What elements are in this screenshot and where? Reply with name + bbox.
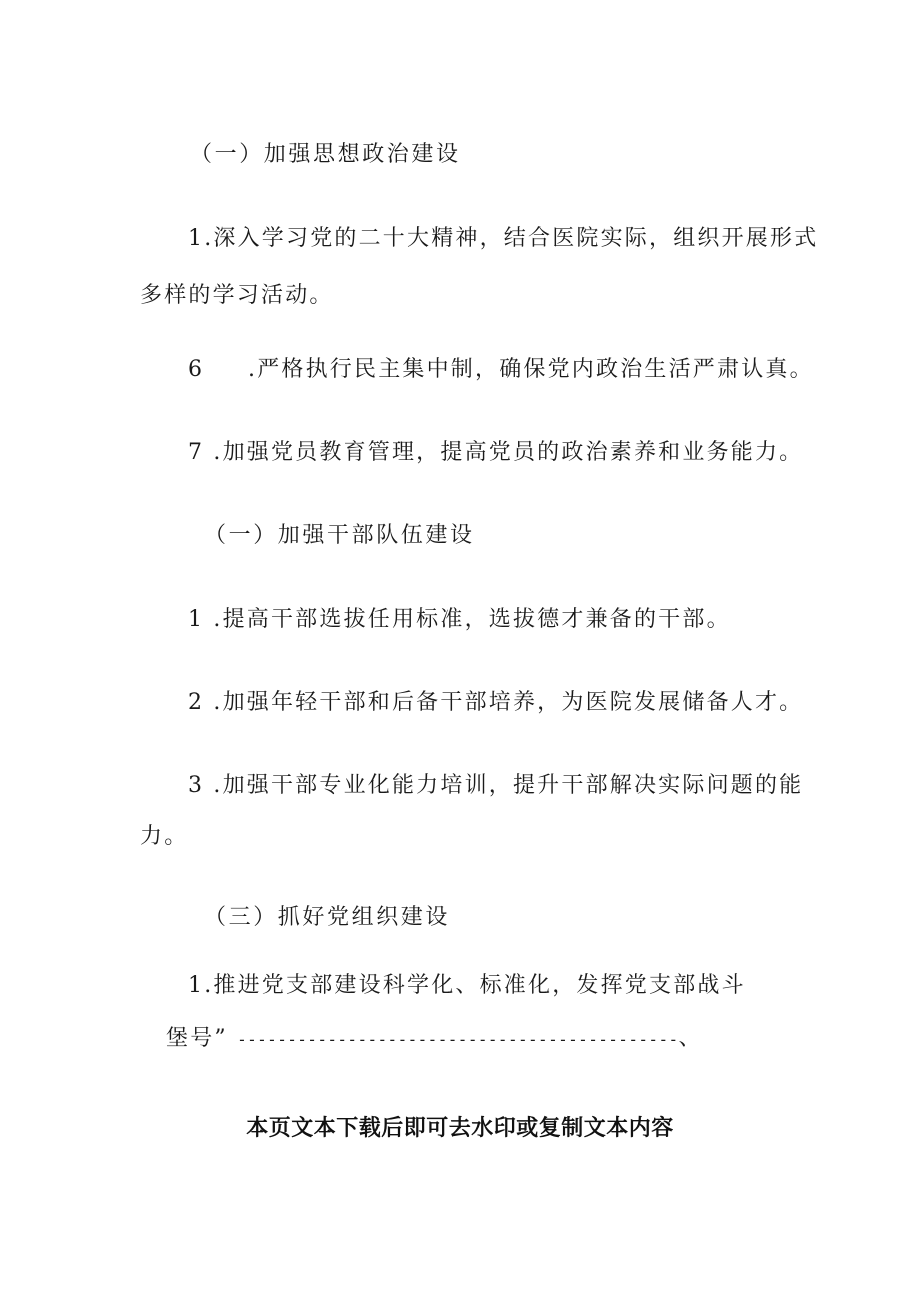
section1-item6-number: 6 [188,357,205,382]
section2-item3-line2: 力。 [140,824,189,849]
section1-heading: （一）加强思想政治建设 [190,142,461,167]
section2-item3-line1: 3 .加强干部专业化能力培训，提升干部解决实际问题的能 [188,773,804,798]
section3-item1-line2 [166,1028,703,1050]
section3-dash-leader: -------------------------------------------- [237,1030,679,1049]
section3-item1-line2-suffix: 、 [678,1026,703,1051]
section1-item7: 7 .加强党员教育管理，提高党员的政治素养和业务能力。 [188,440,804,465]
section1-item1-line2: 多样的学习活动。 [140,283,334,308]
section2-item2: 2 .加强年轻干部和后备干部培养，为医院发展储备人才。 [188,690,804,715]
watermark-notice: 本页文本下载后即可去水印或复制文本内容 [246,1116,674,1141]
section3-heading: （三）抓好党组织建设 [204,905,451,930]
section1-item1-line1: 1.深入学习党的二十大精神，结合医院实际，组织开展形式 [188,226,819,251]
section2-heading: （一）加强干部队伍建设 [204,523,475,548]
section3-item1-line2-prefix: 堡号” [166,1026,228,1051]
section1-item6-text: .严格执行民主集中制，确保党内政治生活严肃认真。 [248,357,814,382]
section1-item6 [188,359,814,381]
section2-item1: 1 .提高干部选拔任用标准，选拔德才兼备的干部。 [188,607,731,632]
section3-item1-line1: 1.推进党支部建设科学化、标准化，发挥党支部战斗 [188,973,746,998]
